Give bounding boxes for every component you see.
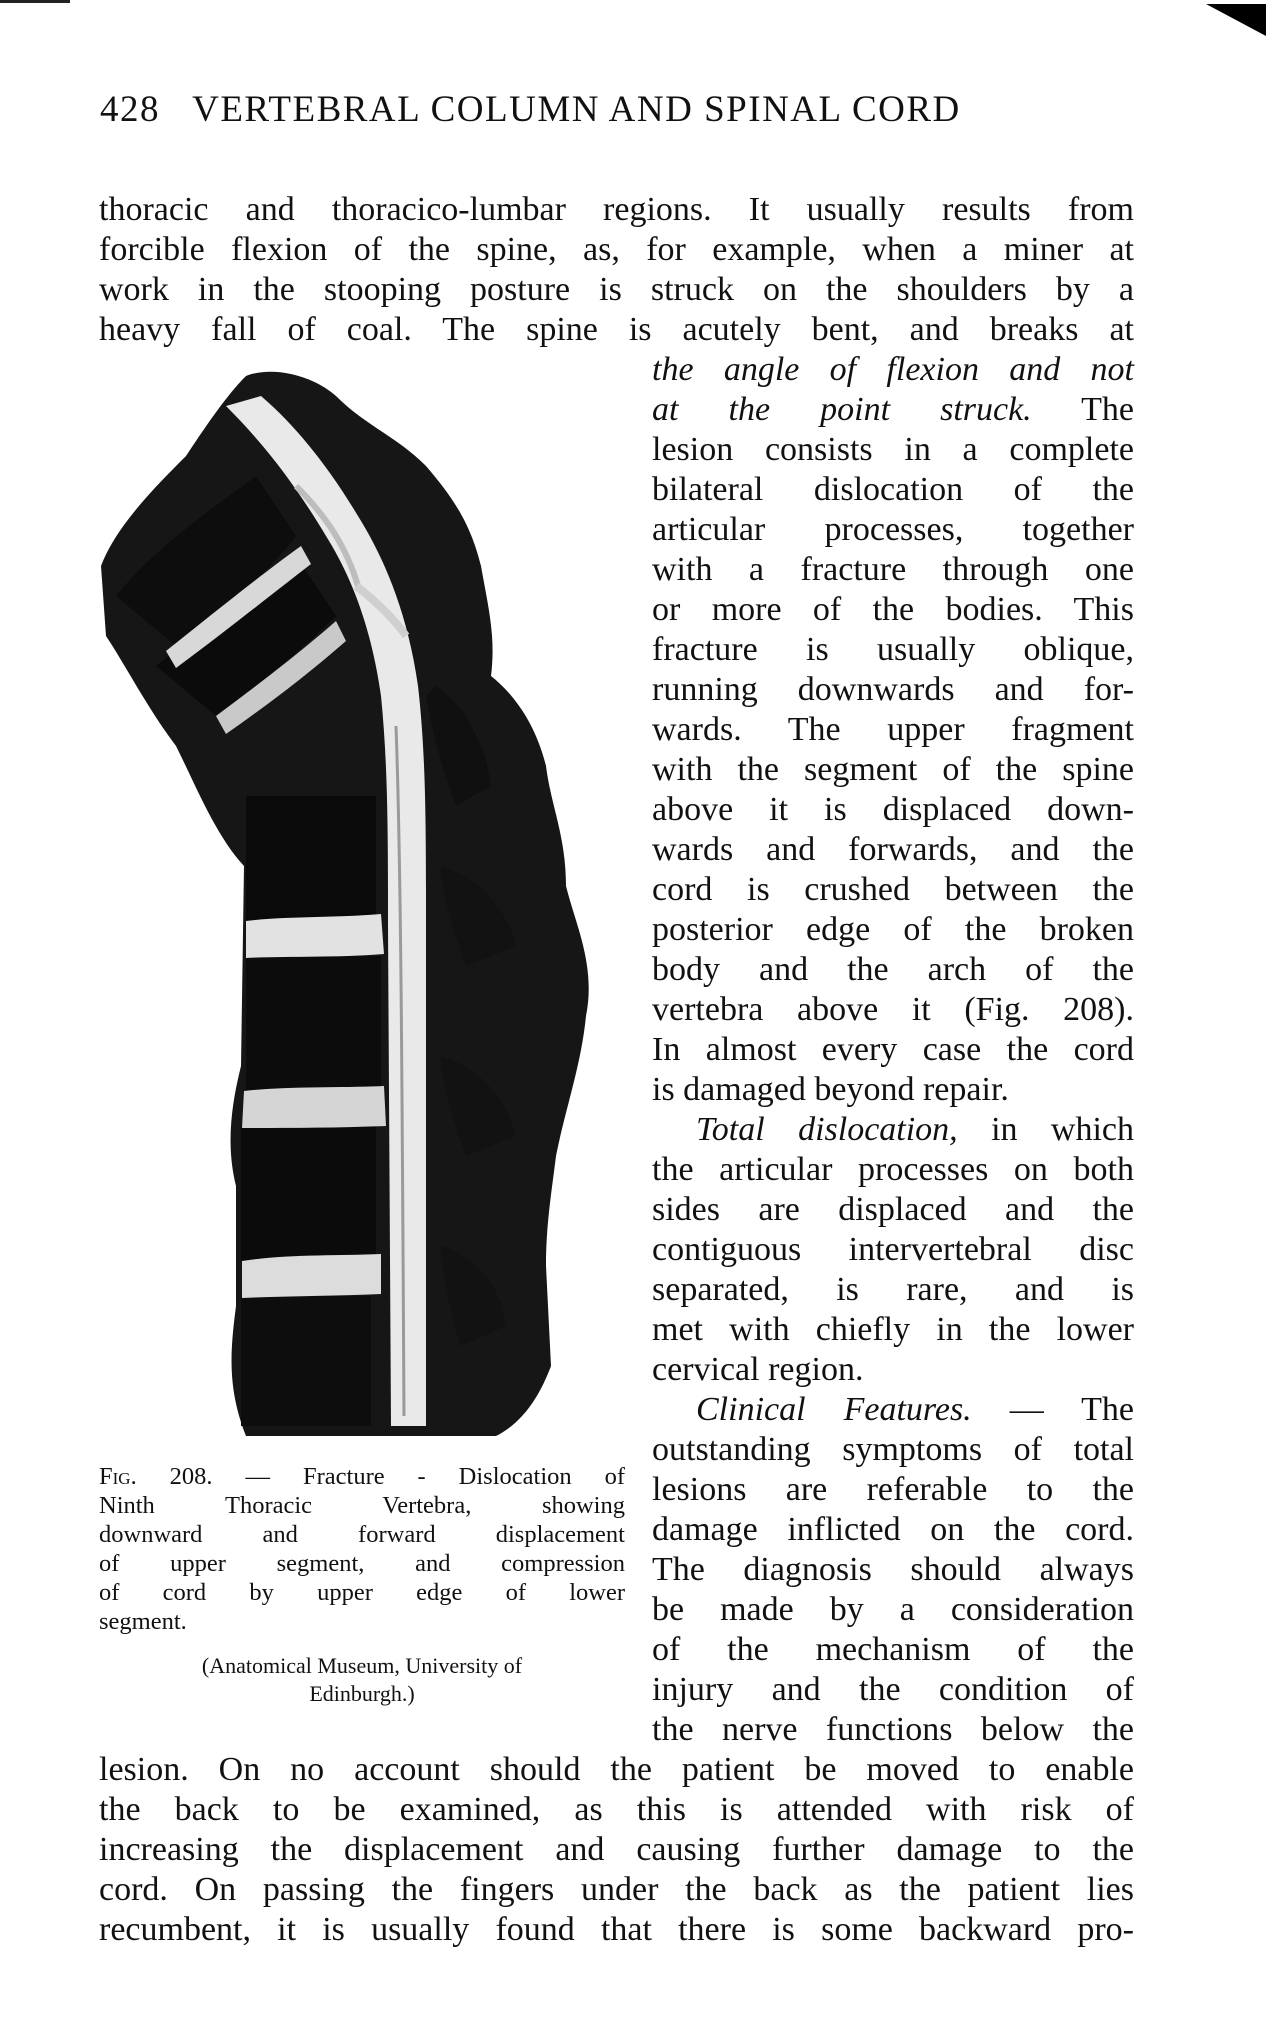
text-line: with a fracture through one <box>652 551 1134 588</box>
text-line: Clinical Features. — The <box>696 1391 1134 1428</box>
text-line: wards. The upper fragment <box>652 711 1134 748</box>
lower-vertebral-body <box>246 796 376 921</box>
text-line: fracture is usually oblique, <box>652 631 1134 668</box>
caption-line: Fig. 208. — Fracture - Dislocation of <box>99 1463 626 1490</box>
text-line: cervical region. <box>652 1351 864 1388</box>
text-line: cord is crushed between the <box>652 871 1134 908</box>
text-line: increasing the displacement and causing further damage to the <box>99 1831 1134 1868</box>
text-line: lesion consists in a complete <box>652 431 1134 468</box>
text-line: wards and forwards, and the <box>652 831 1134 868</box>
caption-line: Ninth Thoracic Vertebra, showing <box>99 1492 625 1519</box>
spine-section-image <box>96 366 634 1440</box>
text-line: the back to be examined, as this is attended with risk of <box>99 1791 1134 1828</box>
caption-line: downward and forward displacement <box>99 1521 625 1548</box>
intervertebral-disc <box>242 1086 386 1128</box>
figure-label: Fig. <box>99 1463 137 1490</box>
text-line: the nerve functions below the <box>652 1711 1134 1748</box>
text-line: above it is displaced down- <box>652 791 1134 828</box>
text-line: met with chiefly in the lower <box>652 1311 1134 1348</box>
figure-credit <box>99 1652 625 1708</box>
caption-line: of cord by upper edge of lower <box>99 1579 625 1606</box>
text-line: lesions are referable to the <box>652 1471 1134 1508</box>
text-line: be made by a consideration <box>652 1591 1134 1628</box>
caption-line: segment. <box>99 1608 187 1635</box>
text-line: at the point struck. The <box>652 391 1135 428</box>
text-line: damage inflicted on the cord. <box>652 1511 1134 1548</box>
running-title: VERTEBRAL COLUMN AND SPINAL CORD <box>192 89 961 130</box>
figure-number: 208. <box>169 1463 213 1490</box>
text-line: In almost every case the cord <box>652 1031 1134 1068</box>
text-line: recumbent, it is usually found that there is some backward pro- <box>99 1911 1134 1948</box>
text-line: running downwards and for- <box>652 671 1134 708</box>
text-line: thoracic and thoracico-lumbar regions. It usually results from <box>99 191 1134 228</box>
text-line: bilateral dislocation of the <box>652 471 1134 508</box>
running-header <box>100 88 1140 131</box>
caption-line: of upper segment, and compression <box>99 1550 625 1577</box>
lower-vertebral-body <box>241 1296 371 1426</box>
text-line: separated, is rare, and is <box>652 1271 1134 1308</box>
text-line: The diagnosis should always <box>652 1551 1134 1588</box>
text-line: with the segment of the spine <box>652 751 1134 788</box>
text-line: sides are displaced and the <box>652 1191 1134 1228</box>
text-line: lesion. On no account should the patient be moved to enable <box>99 1751 1134 1788</box>
text-line: posterior edge of the broken <box>652 911 1134 948</box>
text-line: Total dislocation, in which <box>696 1111 1134 1148</box>
text-line: the angle of flexion and not <box>652 351 1134 388</box>
text-line: articular processes, together <box>652 511 1134 548</box>
text-line: heavy fall of coal. The spine is acutely bent, and breaks at <box>99 311 1134 348</box>
spine-section-figure <box>96 366 634 1440</box>
text-line: vertebra above it (Fig. 208). <box>652 991 1134 1028</box>
intervertebral-disc <box>246 914 384 958</box>
text-line: injury and the condition of <box>652 1671 1134 1708</box>
lower-vertebral-body <box>241 1126 376 1261</box>
text-line: cord. On passing the fingers under the back as the patient lies <box>99 1871 1134 1908</box>
page-number: 428 <box>100 89 160 130</box>
text-line: work in the stooping posture is struck on the shoulders by a <box>99 271 1134 308</box>
text-line: or more of the bodies. This <box>652 591 1134 628</box>
page-corner-mark <box>1206 0 1266 40</box>
credit-line: Edinburgh.) <box>309 1681 415 1706</box>
text-line: outstanding symptoms of total <box>652 1431 1134 1468</box>
intervertebral-disc <box>242 1254 381 1298</box>
scan-edge-mark <box>0 0 70 3</box>
text-line: of the mechanism of the <box>652 1631 1134 1668</box>
lower-vertebral-body <box>246 956 381 1091</box>
text-line: body and the arch of the <box>652 951 1134 988</box>
credit-line: (Anatomical Museum, University of <box>201 1653 523 1678</box>
text-line: forcible flexion of the spine, as, for example, when a miner at <box>99 231 1134 268</box>
figure-caption <box>99 1462 625 1636</box>
text-line: contiguous intervertebral disc <box>652 1231 1134 1268</box>
text-line: is damaged beyond repair. <box>652 1071 1009 1108</box>
text-line: the articular processes on both <box>652 1151 1134 1188</box>
